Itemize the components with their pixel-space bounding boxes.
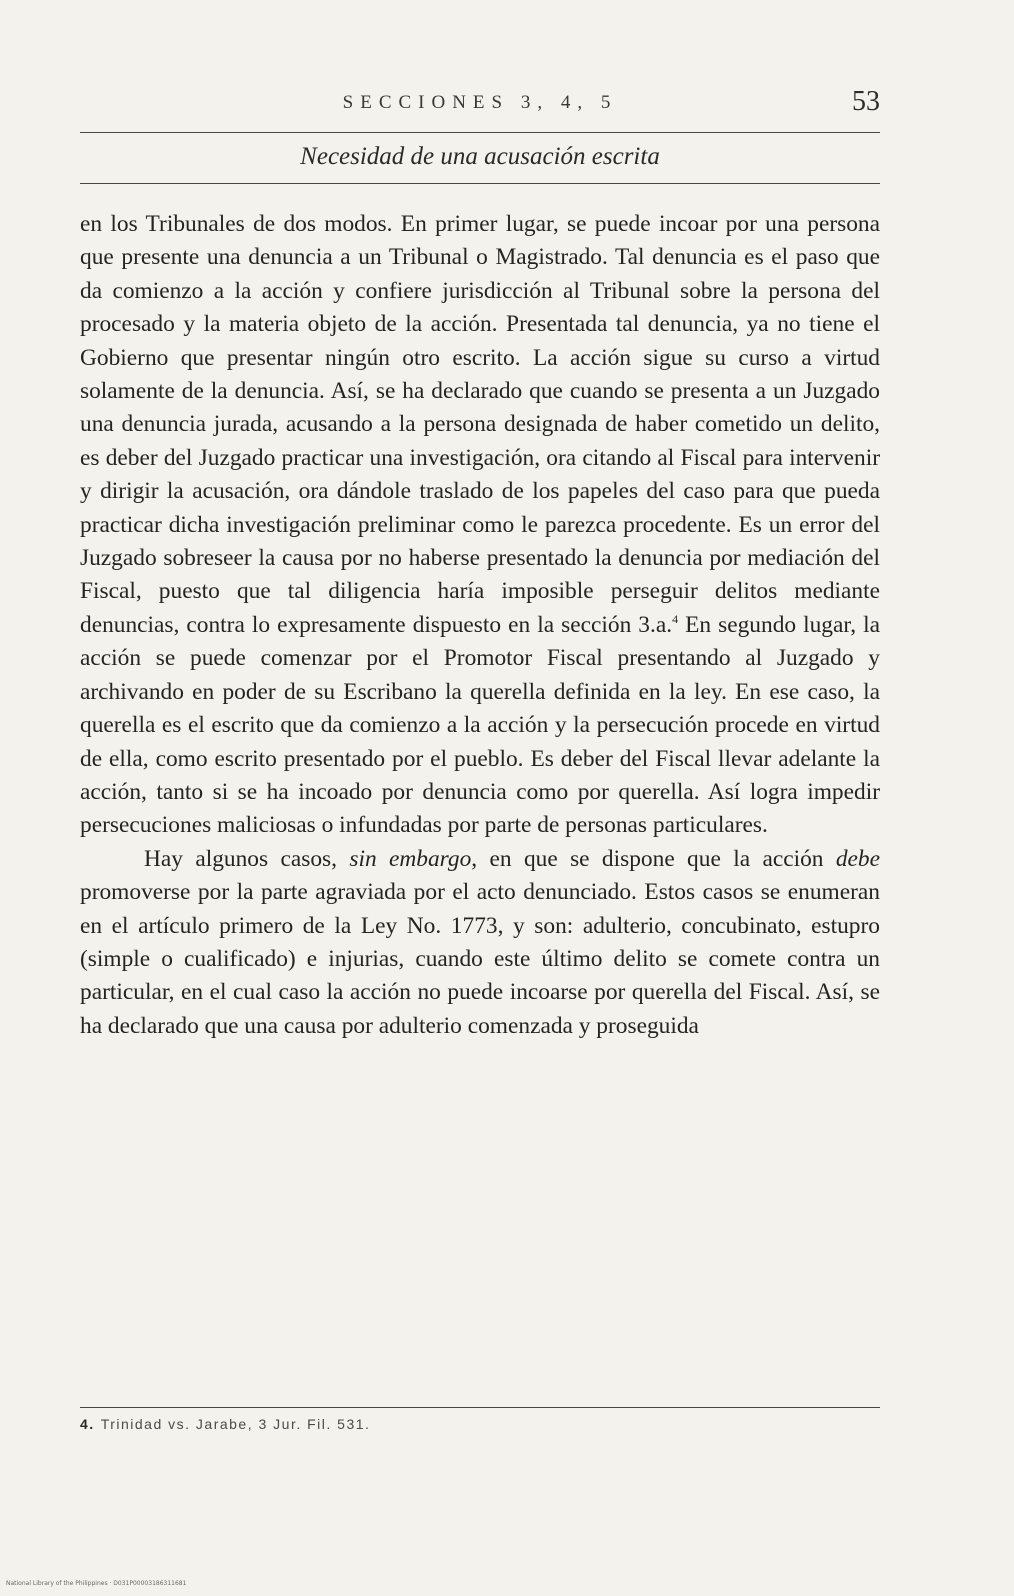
header-rule-bottom xyxy=(80,183,880,184)
paragraph-1-continuation: En segundo lugar, la acción se puede comenzar por el Promotor Fiscal presentando al Juzgado y archivando en poder de su Escribano la querella definida en la ley. En ese caso, la querella es el escrito que da comienzo a la acción y la persecución procede en virtud de ella, como escrito presentado por el pueblo. Es deber del Fiscal llevar adelante la acción, tanto si se ha incoado por denuncia como por querella. Así logra impedir persecuciones maliciosas o infundadas por parte de personas particulares. xyxy=(80,611,880,839)
paragraph-1-text: en los Tribunales de dos modos. En primer lugar, se puede incoar por una persona que presente una denuncia a un Tribunal o Magistrado. Tal denuncia es el paso que da comienzo a la acción y confiere jurisdicción al Tribunal sobre la persona del procesado y la materia objeto de la acción. Presentada tal denuncia, ya no tiene el Gobierno que presentar ningún otro escrito. La acción sigue su curso a virtud solamente de la denuncia. Así, se ha declarado que cuando se presenta a un Juzgado una denuncia jurada, acusando a la persona designada de haber cometido un delito, es deber del Juzgado practicar una investigación, ora citando al Fiscal para intervenir y dirigir la acusación, ora dándole traslado de los papeles del caso para que pueda practicar dicha investigación preliminar como le parezca procedente. Es un error del Juzgado sobreseer la causa por no haberse presentado la denuncia por mediación del Fiscal, puesto que tal diligencia haría imposible perseguir delitos mediante denuncias, contra lo expresamente dispuesto en la sección 3.a. xyxy=(80,211,880,638)
paragraph-2-text-a: Hay algunos casos, xyxy=(144,845,350,872)
library-watermark: National Library of the Philippines · D031P00003186311681 xyxy=(6,1580,187,1587)
header-rule-top xyxy=(80,132,880,133)
footnote-text: Trinidad vs. Jarabe, 3 Jur. Fil. 531. xyxy=(100,1416,371,1432)
paragraph-2-text-c: promoverse por la parte agraviada por el acto denunciado. Estos casos se enumeran en el artículo primero de la Ley No. 1773, y son: adulterio, concubinato, estupro (simple o cualificado) e injurias, cuando este último delito se comete contra un particular, en el cual caso la acción no puede incoarse por querella del Fiscal. Así, se ha declarado que una causa por adulterio comenzada y proseguida xyxy=(80,879,880,1039)
paragraph-2 xyxy=(80,843,880,1043)
paragraph-2-emphasis-2: debe xyxy=(835,845,880,872)
paragraph-1 xyxy=(80,208,880,843)
footnote-rule xyxy=(80,1407,880,1408)
footnote-reference: 4 xyxy=(672,612,679,627)
body-text xyxy=(80,208,880,1043)
page-number: 53 xyxy=(852,86,880,117)
section-title: SECCIONES 3, 4, 5 xyxy=(342,92,618,113)
running-head xyxy=(80,86,880,122)
paragraph-2-text-b: , en que se dispone que la acción xyxy=(471,845,836,872)
footnote-number: 4. xyxy=(80,1416,95,1432)
footnote xyxy=(80,1416,880,1432)
paragraph-2-emphasis-1: sin embargo xyxy=(349,845,472,872)
chapter-subtitle: Necesidad de una acusación escrita xyxy=(300,143,660,170)
